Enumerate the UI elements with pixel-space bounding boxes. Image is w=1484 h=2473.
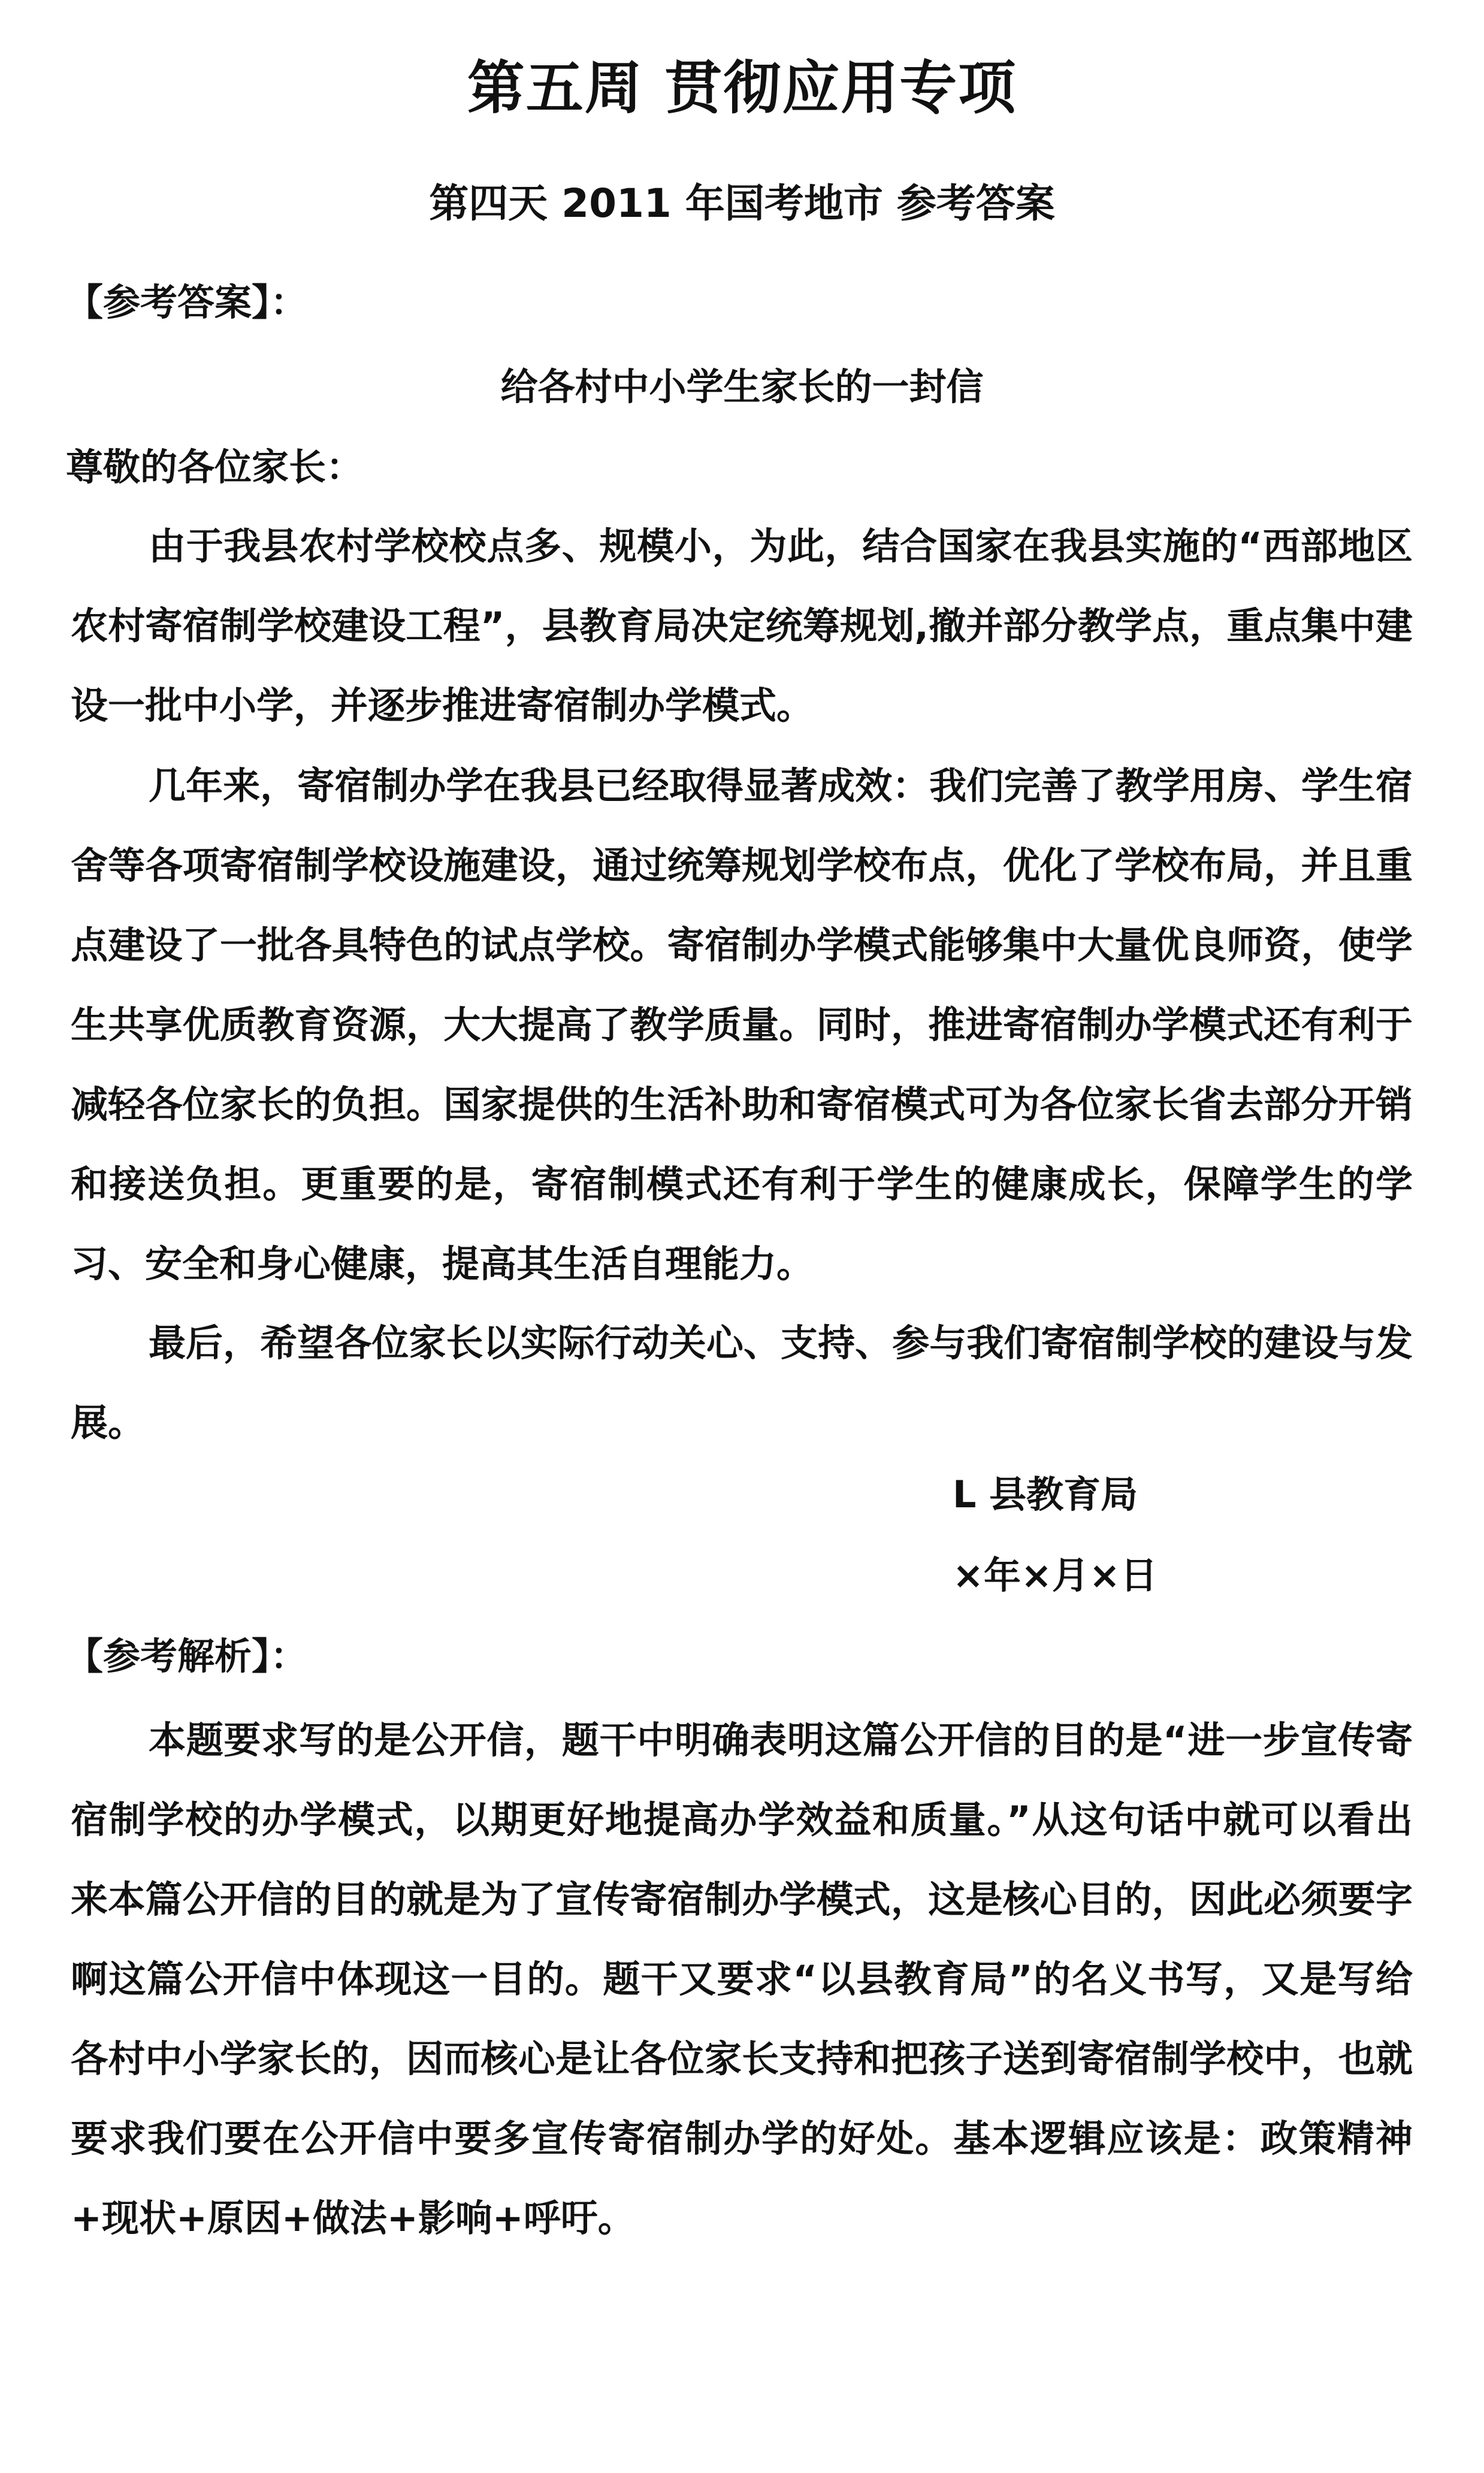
signature-date: ×年×月×日 xyxy=(953,1553,1157,1597)
analysis-paragraph: 本题要求写的是公开信，题干中明确表明这篇公开信的目的是“进一步宣传寄宿制学校的办学模式，以期更好地提高办学效益和质量。”从这句话中就可以看出来本篇公开信的目的就是为了宣传寄宿制办学模式，这是核心目的，因此必须要字啊这篇公开信中体现这一目的。题干又要求“以县教育局”的名义书写，又是写给各村中小学家长的，因而核心是让各位家长支持和把孩子送到寄宿制学校中，也就要求我们要在公开信中要多宣传寄宿制办学的好处。基本逻辑应该是：政策精神+现状+原因+做法+影响+呼吁。 xyxy=(71,1718,1413,2240)
signature-organization: L 县教育局 xyxy=(953,1473,1138,1516)
letter-paragraph-2: 几年来，寄宿制办学在我县已经取得显著成效：我们完善了教学用房、学生宿舍等各项寄宿制学校设施建设，通过统筹规划学校布点，优化了学校布局，并且重点建设了一批各具特色的试点学校。寄宿制办学模式能够集中大量优良师资，使学生共享优质教育资源，大大提高了教学质量。同时，推进寄宿制办学模式还有利于减轻各位家长的负担。国家提供的生活补助和寄宿模式可为各位家长省去部分开销和接送负担。更重要的是，寄宿制模式还有利于学生的健康成长，保障学生的学习、安全和身心健康，提高其生活自理能力。 xyxy=(71,764,1413,1286)
letter-paragraph-3: 最后，希望各位家长以实际行动关心、支持、参与我们寄宿制学校的建设与发展。 xyxy=(71,1321,1413,1444)
page-subtitle: 第四天 2011 年国考地市 参考答案 xyxy=(429,180,1055,226)
letter-title: 给各村中小学生家长的一封信 xyxy=(500,365,984,409)
letter-paragraph-1: 由于我县农村学校校点多、规模小，为此，结合国家在我县实施的“西部地区农村寄宿制学校建设工程”，县教育局决定统筹规划,撤并部分教学点，重点集中建设一批中小学，并逐步推进寄宿制办学模式。 xyxy=(71,524,1413,727)
letter-salutation: 尊敬的各位家长： xyxy=(66,445,364,489)
answer-section-label: 【参考答案】： xyxy=(66,280,308,324)
analysis-section-label: 【参考解析】： xyxy=(66,1634,308,1678)
page-title: 第五周 贯彻应用专项 xyxy=(467,55,1017,122)
